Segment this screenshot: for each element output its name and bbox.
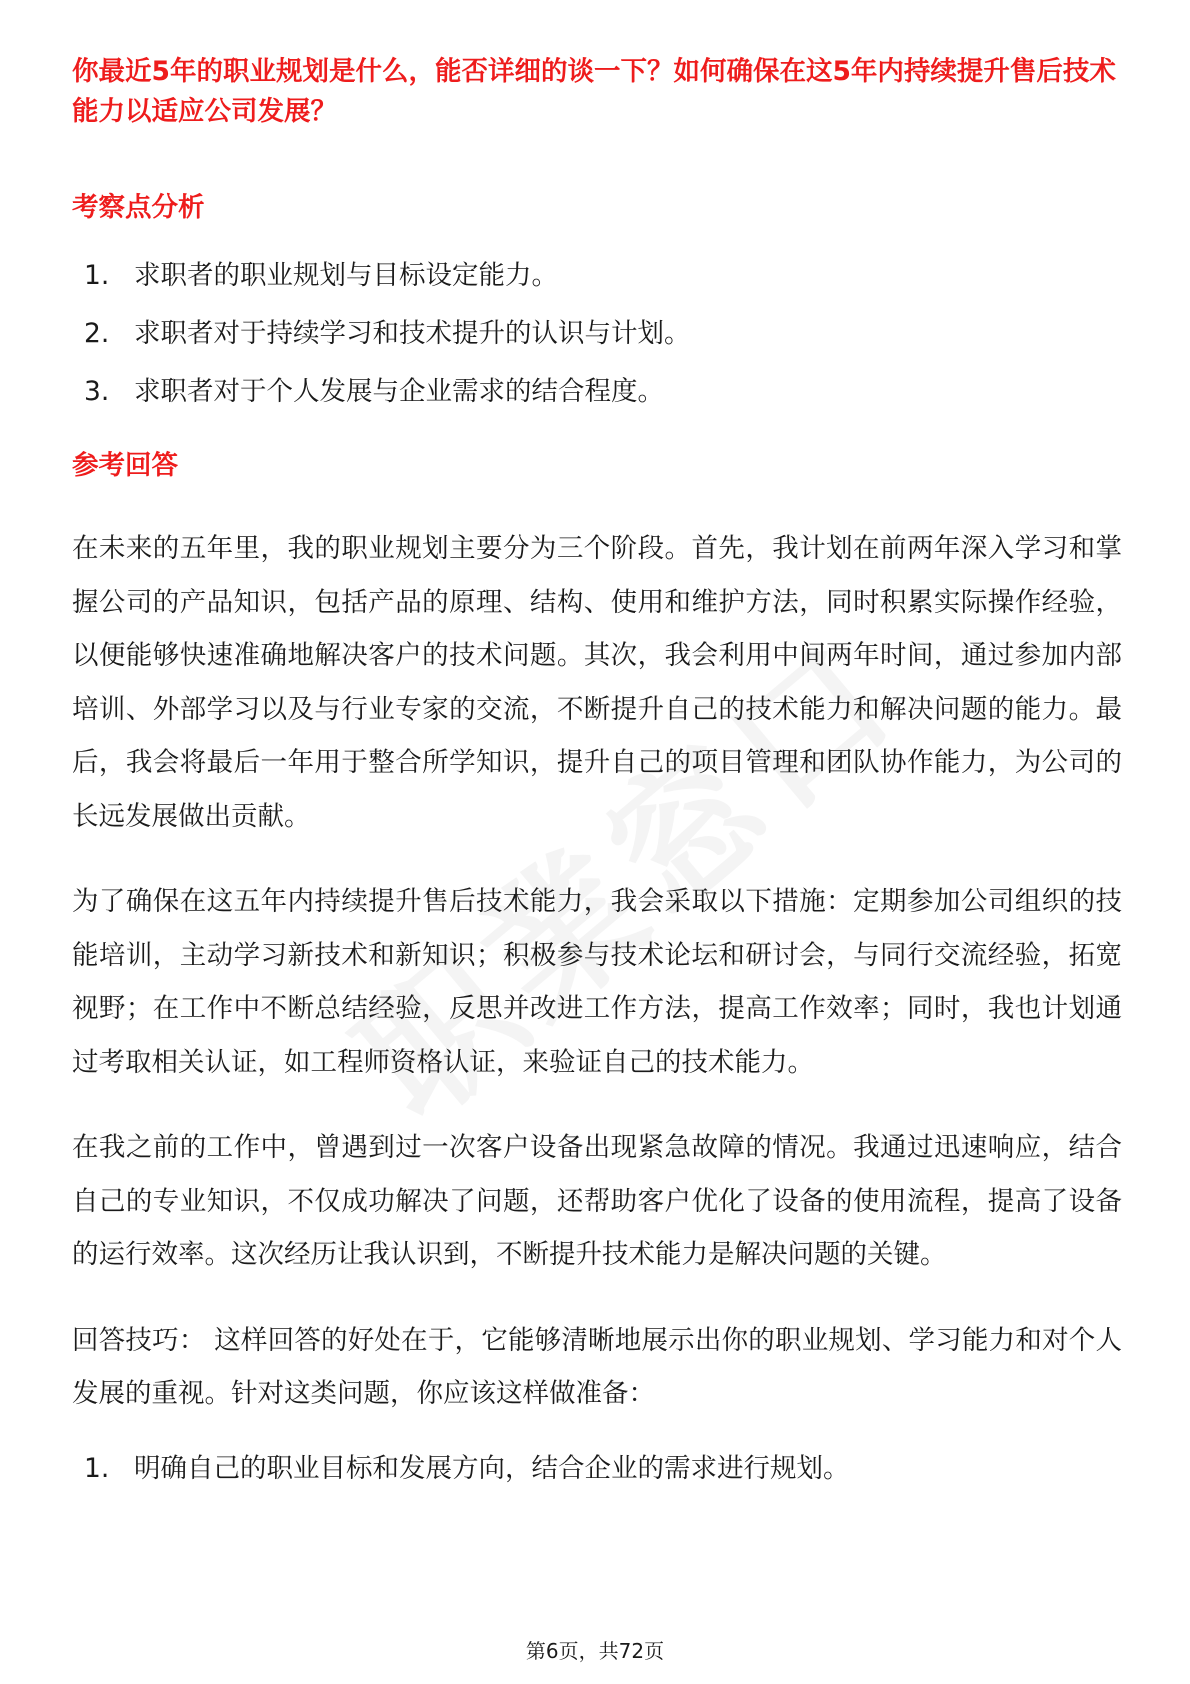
list-item [72, 314, 1122, 354]
question-heading: 你最近5年的职业规划是什么，能否详细的谈一下？如何确保在这5年内持续提升售后技术能力以适应公司发展？ [72, 56, 1116, 127]
tips-list [72, 1449, 1122, 1489]
analysis-list [72, 256, 1122, 412]
list-item-text: 求职者对于持续学习和技术提升的认识与计划。 [134, 318, 691, 349]
list-item-number: 2. [84, 318, 110, 349]
list-item [72, 372, 1122, 412]
list-item-text: 明确自己的职业目标和发展方向，结合企业的需求进行规划。 [134, 1452, 850, 1484]
answer-paragraph: 为了确保在这五年内持续提升售后技术能力，我会采取以下措施：定期参加公司组织的技能培训，主动学习新技术和新知识；积极参与技术论坛和研讨会，与同行交流经验，拓宽视野；在工作中不断总结经验，反思并改进工作方法，提高工作效率；同时，我也计划通过考取相关认证，如工程师资格认证，来验证自己的技术能力。 [72, 886, 1122, 1078]
list-item-text: 求职者对于个人发展与企业需求的结合程度。 [134, 376, 664, 407]
list-item-number: 1. [84, 1452, 110, 1484]
answer-paragraph: 在我之前的工作中，曾遇到过一次客户设备出现紧急故障的情况。我通过迅速响应，结合自己的专业知识，不仅成功解决了问题，还帮助客户优化了设备的使用流程，提高了设备的运行效率。这次经历让我认识到，不断提升技术能力是解决问题的关键。 [72, 1132, 1122, 1270]
list-item [72, 1449, 1122, 1489]
answer-tips-paragraph: 回答技巧： 这样回答的好处在于，它能够清晰地展示出你的职业规划、学习能力和对个人发展的重视。针对这类问题，你应该这样做准备： [72, 1324, 1122, 1409]
list-item-number: 1. [84, 260, 110, 291]
analysis-section-title: 考察点分析 [72, 192, 205, 223]
answer-paragraph: 在未来的五年里，我的职业规划主要分为三个阶段。首先，我计划在前两年深入学习和掌握公司的产品知识，包括产品的原理、结构、使用和维护方法，同时积累实际操作经验，以便能够快速准确地解决客户的技术问题。其次，我会利用中间两年时间，通过参加内部培训、外部学习以及与行业专家的交流，不断提升自己的技术能力和解决问题的能力。最后，我会将最后一年用于整合所学知识，提升自己的项目管理和团队协作能力，为公司的长远发展做出贡献。 [72, 533, 1122, 832]
page-footer: 第6页，共72页 [525, 1639, 665, 1663]
answer-section-title: 参考回答 [72, 450, 178, 481]
list-item-number: 3. [84, 376, 110, 407]
page-content [72, 52, 1122, 1489]
list-item [72, 256, 1122, 296]
list-item-text: 求职者的职业规划与目标设定能力。 [134, 260, 558, 291]
